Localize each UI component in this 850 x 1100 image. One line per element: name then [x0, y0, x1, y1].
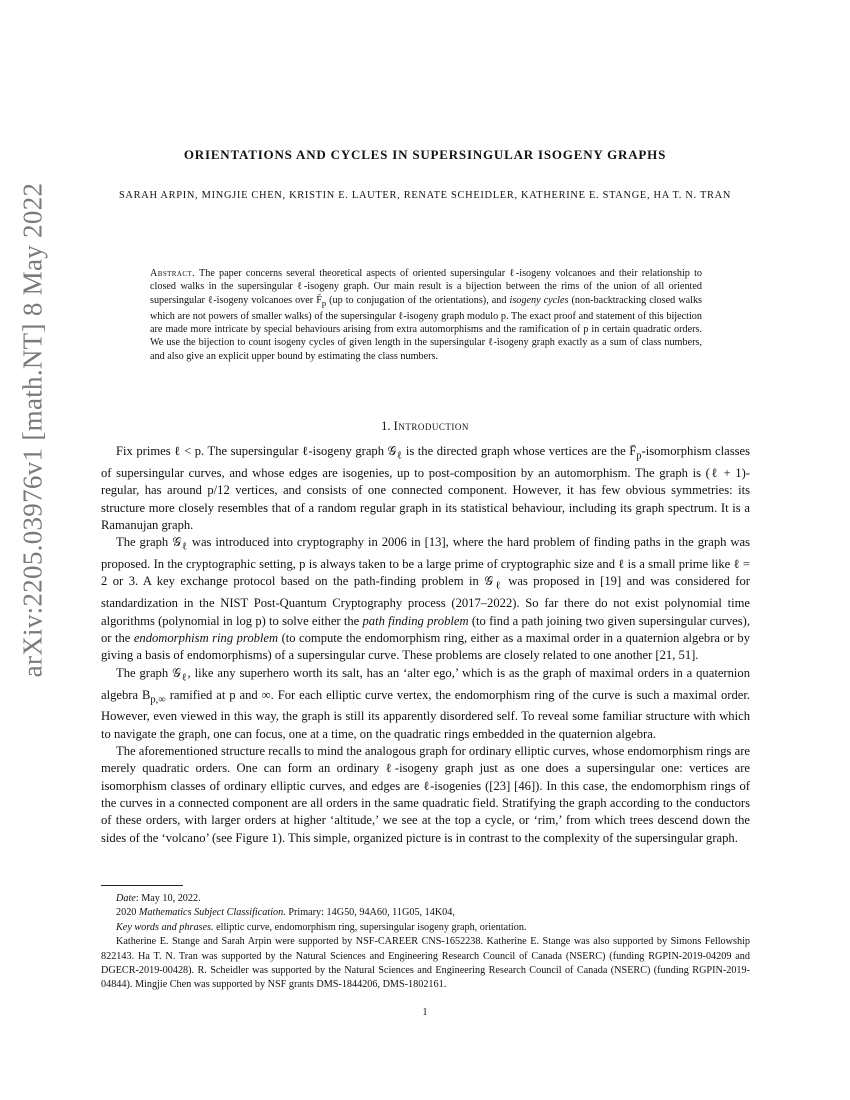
arxiv-identifier-stamp [8, 182, 58, 678]
p2-text-c: was proposed in [19] and was considered for standardization in the NIST Post-Quantum Cryptography process (2017–2022). So far there do not exist polynomial time algorithms (polynomial in log p) to solve either the [101, 574, 750, 628]
abstract-sub-p: p [321, 297, 327, 308]
paragraph-3 [101, 665, 750, 743]
p2-text-b: was introduced into cryptography in 2006 in [13], where the hard problem of finding paths in the graph was proposed. In the cryptographic setting, p is always taken to be a large prime of cryptographic size and ℓ is a small prime like ℓ = 2 or 3. A key exchange protocol based on the path-finding problem in 𝒢 [101, 535, 750, 589]
msc-value: Primary: 14G50, 94A60, 11G05, 14K04, [285, 907, 455, 919]
p1-text-b: is the directed graph whose vertices are the F̄ [402, 444, 637, 458]
abstract-text-3: (non-backtracking closed walks which are not powers of smaller walks) of the supersingular ℓ-isogeny graph modulo p. The exact proof and statement of this bijection are made more intricate by special behaviours arising from extra automorphisms and the ramification of p in certain quadratic orders. We use the bijection to count isogeny cycles of given length in the supersingular ℓ-isogeny graph exactly as a sum of class numbers, and also give an explicit upper bound by estimating the class numbers. [150, 294, 702, 362]
keywords-value: elliptic curve, endomorphism ring, supersingular isogeny graph, orientation. [213, 921, 527, 933]
section-number: 1. [381, 419, 391, 433]
keywords-label: Key words and phrases. [116, 921, 214, 933]
introduction-body [101, 443, 750, 847]
footnote-keywords [101, 921, 750, 935]
abstract [150, 267, 702, 363]
paragraph-2 [101, 534, 750, 664]
footnote-date [101, 892, 750, 906]
p2-text-e: (to compute the endomorphism ring, either as a maximal order in a quaternion algebra or by giving a basis of endomorphisms) of a supersingular curve. These problems are closely related to one another [21, 51]. [101, 630, 750, 663]
footnote-msc [101, 906, 750, 920]
date-label: Date [116, 893, 136, 904]
path-finding-problem-term: path finding problem [362, 613, 469, 628]
abstract-isogeny-cycles-term: isogeny cycles [509, 294, 569, 306]
p1-text-c: -isomorphism classes of supersingular curves, and whose edges are isogenies, up to post-composition by an automorphism. The graph is (ℓ + 1)-regular, has around p/12 vertices, and consists of one connected component. However, it has few obvious symmetries: its structure more closely resembles that of a random regular graph in its statistical behaviour, including its graph spectrum. It is a Ramanujan graph. [101, 444, 751, 532]
date-value: : May 10, 2022. [135, 893, 201, 904]
footnote-funding: Katherine E. Stange and Sarah Arpin were supported by NSF-CAREER CNS-1652238. Katherine E. Stange was also supported by Simons Fellowship 822143. Ha T. N. Tran was supported by the Natural Sciences and Engineering Research Council of Canada (NSERC) (funding RGPIN-2019-04209 and DGECR-2019-00428). R. Scheidler was supported by the Natural Sciences and Engineering Research Council of Canada (NSERC) (funding RGPIN-2019-04844). Mingjie Chen was supported by NSF grants DMS-1844206, DMS-1802161. [101, 936, 750, 991]
p3-text-a: The graph 𝒢 [116, 665, 182, 680]
p3-sub-p-inf: p,∞ [150, 694, 166, 706]
p2-sub-ell-2: ℓ [493, 580, 503, 592]
abstract-label: Abstract. [150, 268, 196, 279]
paper-title: ORIENTATIONS AND CYCLES IN SUPERSINGULAR ISOGENY GRAPHS [183, 147, 667, 162]
p3-text-b: , like any superhero worth its salt, has an ‘alter ego,’ which is as the graph of maximal orders in a quaternion algebra B [101, 665, 750, 702]
p2-text-a: The graph 𝒢 [116, 535, 182, 550]
section-heading-introduction [100, 419, 750, 434]
p3-sub-ell: ℓ [181, 672, 188, 684]
footnotes [101, 892, 750, 993]
p2-sub-ell: ℓ [181, 541, 188, 553]
p1-sub-p: p [636, 450, 642, 462]
msc-year: 2020 [116, 907, 139, 919]
p1-sub-ell: ℓ [396, 450, 403, 462]
section-title: Introduction [393, 419, 469, 433]
page-number: 1 [422, 1007, 428, 1018]
p3-text-c: ramified at p and ∞. For each elliptic curve vertex, the endomorphism ring of the curve is such a maximal order. However, even viewed in this way, the graph is still its apparently disordered self. To reveal some familiar structure with which to navigate the graph, one can focus, one at a time, on the quadratic rings embedded in the quaternion algebra. [101, 687, 750, 741]
endomorphism-ring-problem-term: endomorphism ring problem [133, 630, 279, 645]
p2-text-d: (to find a path joining two given supersingular curves), or the [101, 613, 751, 645]
abstract-text-2: (up to conjugation of the orientations), and [326, 294, 510, 306]
paragraph-1 [101, 443, 750, 534]
footnote-divider [101, 885, 183, 886]
paragraph-4: The aforementioned structure recalls to mind the analogous graph for ordinary elliptic curves, whose endomorphism rings are merely quadratic orders. One can form an ordinary ℓ-isogeny graph just as one does a supersingular one: vertices are isomorphism classes of ordinary elliptic curves, and edges are ℓ-isogenies ([23] [46]). In this case, the endomorphism rings of the curves in a connected component are all orders in the same quadratic field. Stratifying the graph according to the conductors of these orders, with larger orders at higher ‘altitude,’ we see at the top a cycle, or ‘rim,’ from which trees descend down the sides of the ‘volcano’ (see Figure 1). This simple, organized picture is in contrast to the complexity of the supersingular graph. [101, 744, 750, 845]
p1-text-a: Fix primes ℓ < p. The supersingular ℓ-isogeny graph 𝒢 [116, 444, 397, 458]
msc-label: Mathematics Subject Classification. [138, 907, 286, 919]
abstract-text-1: The paper concerns several theoretical aspects of oriented supersingular ℓ-isogeny volcanoes and their relationship to closed walks in the supersingular ℓ-isogeny graph. Our main result is a bijection between the rims of the union of all oriented supersingular ℓ-isogeny volcanoes over F̄ [150, 268, 702, 306]
arxiv-id-text: arXiv:2205.03976v1 [math.NT] 8 May 2022 [17, 182, 48, 678]
author-list: SARAH ARPIN, MINGJIE CHEN, KRISTIN E. LAUTER, RENATE SCHEIDLER, KATHERINE E. STANGE, HA T. N. TRAN [118, 190, 732, 201]
